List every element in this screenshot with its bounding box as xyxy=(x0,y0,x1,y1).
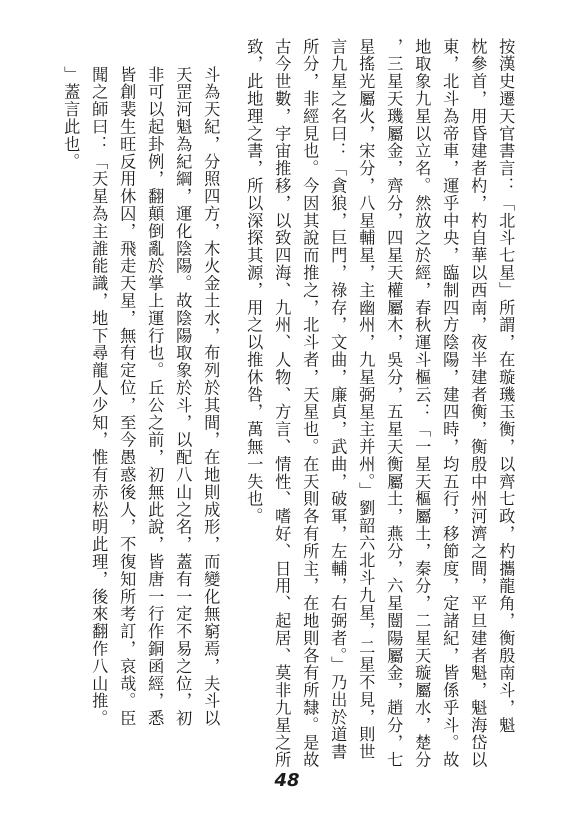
upper-column-7: 言九星之名曰：「貪狼，巨門，祿存，文曲，廉貞，武曲，破軍，左輔，右弼者。」乃出於道書 xyxy=(328,38,348,761)
upper-column-8: 所分，非經見也。今因其說而推之，北斗者，天星也。在天則各有所主，在地則各有所隸。是故 xyxy=(300,38,320,769)
upper-column-10: 致，此地理之書，所以深探其源，用之以推休咎，萬無一失也。 xyxy=(244,38,264,526)
upper-column-9: 古今世數，宇宙推移，以致四海、九州、人物、方言、情性、嗜好、日用、起居、莫非九星之所 xyxy=(272,38,292,769)
lower-column-2: 天罡河魁為紀綱，運化陰陽。故陰陽取象於斗，以配八山之名，蓋有一定不易之位，初 xyxy=(173,66,193,728)
upper-column-3: 東，北斗為帝車，運乎中央，臨制四方陰陽，建四時，均五行，移節度，定諸紀，皆係乎斗。故 xyxy=(440,38,460,769)
lower-column-1: 斗為天紀，分照四方，木火金土水，布列於其間，在地則成形，而變化無窮焉，夫斗以 xyxy=(201,66,221,728)
lower-column-5: 聞之師曰：「天星為主誰能識，地下尋龍人少知，惟有赤松明此理，後來翻作八山推。 xyxy=(89,66,109,728)
lower-column-3: 非可以起卦例，翻顛倒亂於掌上運行也。丘公之前，初無此說，皆唐一行作銅函經，悉 xyxy=(145,66,165,728)
lower-column-4: 皆創裴生旺反用休囚，飛走天星，無有定位，至今愚惑後人，不復知所考訂，哀哉。臣 xyxy=(117,66,137,728)
upper-column-6: 星搖光屬火，宋分，八星輔星，主幽州，九星弼星主并州。」劉韶六北斗九星，二星不見，則世 xyxy=(356,38,376,761)
upper-column-1: 按漢史遷天官書言：「北斗七星」所謂，在璇璣玉衡，以齊七政，杓攜龍角，衡殷南斗，魁 xyxy=(496,38,516,734)
upper-column-4: 地取象九星以立名。然放之於經，春秋運斗樞云：「一星天樞屬土，秦分，二星天璇屬水，楚分 xyxy=(412,38,432,769)
lower-column-6: 」蓋言此也。 xyxy=(61,66,81,171)
page-number: 48 xyxy=(274,770,300,791)
upper-column-2: 枕參首，用昏建者杓，杓自華以西南，夜半建者衡，衡殷中州河濟之間，平旦建者魁，魁海岱以 xyxy=(468,38,488,769)
upper-column-5: ，三星天璣屬金，齊分，四星天權屬木，吳分，五星天衡屬土，燕分，六星闓陽屬金，趙分，七 xyxy=(384,38,404,769)
